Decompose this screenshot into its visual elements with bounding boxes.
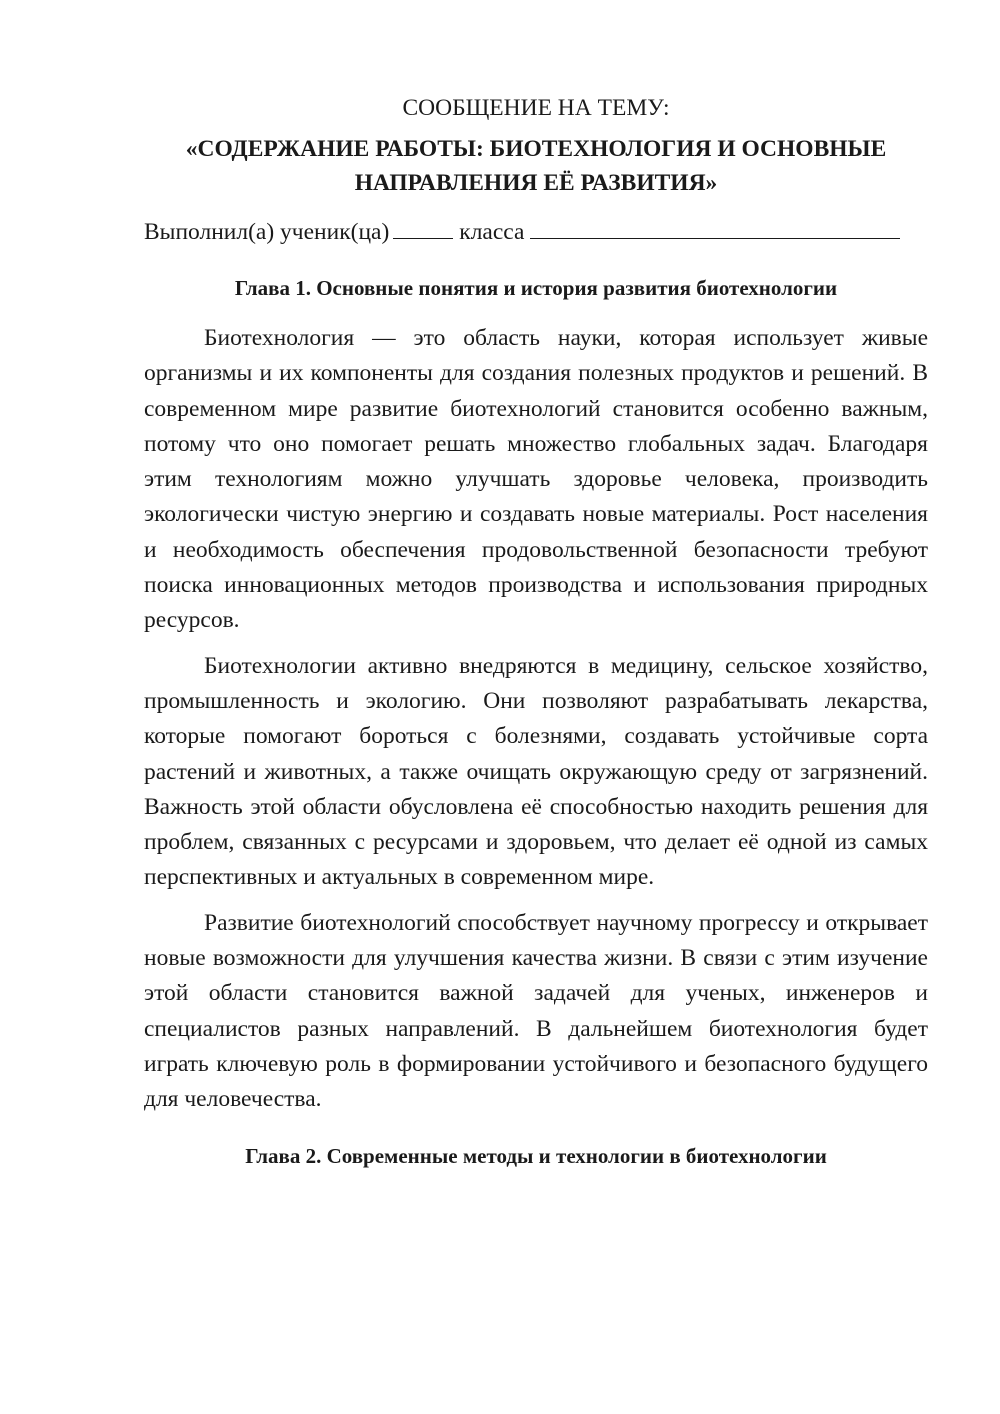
chapter-1-heading: Глава 1. Основные понятия и история развития биотехнологии xyxy=(234,276,838,300)
class-number-blank xyxy=(393,216,453,239)
author-line xyxy=(144,216,928,248)
paragraph-2: Биотехнологии активно внедряются в медицину, сельское хозяйство, промышленность и экологию. Они позволяют разрабатывать лекарства, которые помогают бороться с болезнями, создавать устойчивые сорта растений и животных, а также очищать окружающую среду от загрязнений. Важность этой области обусловлена её способностью находить решения для проблем, связанных с ресурсами и здоровьем, что делает её одной из самых перспективных и актуальных в современном мире. xyxy=(144,652,928,891)
author-prefix: Выполнил(а) ученик(ца) xyxy=(144,219,390,245)
title-line-1: «СОДЕРЖАНИЕ РАБОТЫ: БИОТЕХНОЛОГИЯ И ОСНОВНЫЕ xyxy=(185,136,887,162)
document-title xyxy=(144,132,928,200)
document-page xyxy=(144,92,928,1172)
paragraph-3: Развитие биотехнологий способствует научному прогрессу и открывает новые возможности для улучшения качества жизни. В связи с этим изучение этой области становится важной задачей для ученых, инженеров и специалистов разных направлений. В дальнейшем биотехнология будет играть ключевую роль в формировании устойчивого и безопасного будущего для человечества. xyxy=(144,909,928,1113)
student-name-blank xyxy=(530,216,900,239)
paragraph-1: Биотехнология — это область науки, которая использует живые организмы и их компоненты для создания полезных продуктов и решений. В современном мире развитие биотехнологий становится особенно важным, потому что оно помогает решать множество глобальных задач. Благодаря этим технологиям можно улучшать здоровье человека, производить экологически чистую энергию и создавать новые материалы. Рост населения и необходимость обеспечения продовольственной безопасности требуют поиска инновационных методов производства и использования природных ресурсов. xyxy=(144,325,928,634)
document-header: СООБЩЕНИЕ НА ТЕМУ: xyxy=(402,95,670,121)
class-label: класса xyxy=(459,219,525,245)
title-line-2: НАПРАВЛЕНИЯ ЕЁ РАЗВИТИЯ» xyxy=(354,170,718,196)
chapter-2-heading: Глава 2. Современные методы и технологии в биотехнологии xyxy=(245,1143,827,1168)
